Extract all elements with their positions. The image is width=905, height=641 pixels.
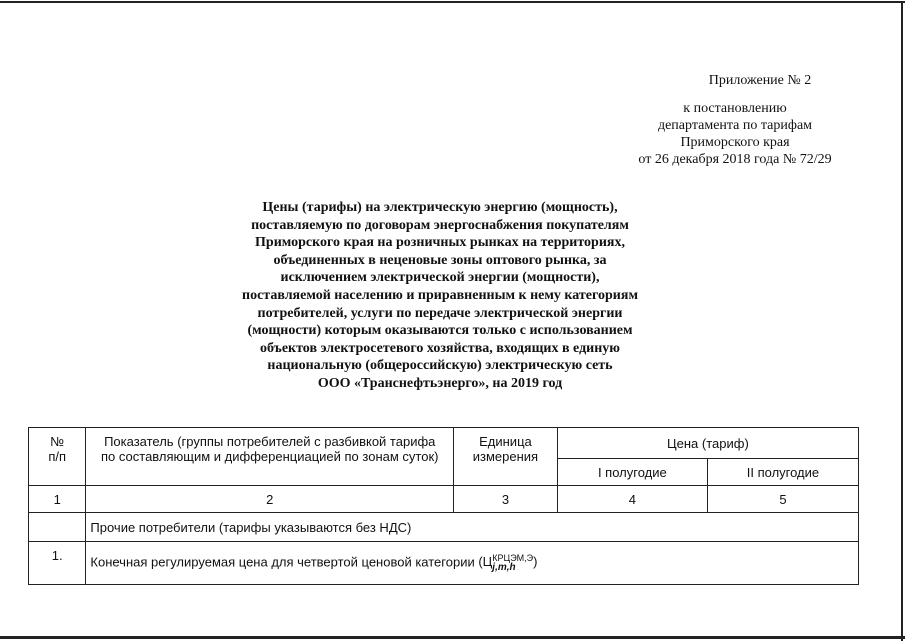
header-indicator: [86, 428, 454, 486]
title-line: поставляемой населению и приравненным к нему категориям: [242, 287, 638, 303]
index-cell: 3: [454, 486, 558, 513]
header-unit: [454, 428, 558, 486]
formula-open: (Ц: [478, 554, 493, 570]
table-index-row: [29, 486, 859, 513]
title-line: (мощности) которым оказываются только с использованием: [247, 323, 633, 339]
annex-line: от 26 декабря 2018 года № 72/29: [638, 152, 832, 167]
index-cell: 2: [86, 486, 454, 513]
annex-line: к постановлению: [683, 101, 787, 116]
header-unit-line1: Единица: [479, 434, 532, 449]
page-border-bottom: [0, 636, 905, 639]
header-indicator-line1: Показатель (группы потребителей с разбивкой тарифа: [104, 434, 436, 449]
header-half2: II полугодие: [707, 459, 858, 486]
title-line: поставляемую по договорам энергоснабжения покупателям: [251, 217, 629, 233]
page-border-right: [901, 1, 903, 641]
annex-title: Приложение № 2: [708, 73, 812, 88]
formula-subscript: j,m,h: [492, 562, 516, 573]
index-cell: 5: [707, 486, 858, 513]
section-label: Прочие потребители (тарифы указываются без НДС): [86, 513, 859, 542]
title-line: объектов электросетевого хозяйства, входящих в единую: [260, 340, 620, 356]
item-text-cell: [86, 542, 859, 585]
header-price: Цена (тариф): [557, 428, 858, 459]
title-line: ООО «Транснефтьэнерго», на 2019 год: [317, 375, 563, 391]
formula-close: ): [533, 554, 538, 570]
item-num: 1.: [29, 542, 86, 585]
table-section-row: [29, 513, 859, 542]
title-line: потребителей, услуги по передаче электрической энергии: [257, 305, 623, 321]
title-line: Цены (тарифы) на электрическую энергию (мощность),: [262, 200, 618, 215]
item-text: Конечная регулируемая цена для четвертой ценовой категории: [90, 554, 475, 570]
title-line: Приморского края на розничных рынках на территориях,: [255, 235, 625, 251]
index-cell: 1: [29, 486, 86, 513]
table-header-row: [29, 428, 859, 459]
header-num: [29, 428, 86, 486]
title-line: объединенных в неценовые зоны оптового рынка, за: [273, 252, 607, 268]
header-unit-line2: измерения: [472, 449, 539, 464]
table-row: [29, 542, 859, 585]
tariff-table: [28, 427, 859, 585]
index-cell: 4: [557, 486, 707, 513]
formula-indices: [492, 553, 533, 573]
annex-line: Приморского края: [680, 135, 790, 150]
document-title: [220, 199, 660, 393]
header-num-line2: п/п: [48, 449, 67, 464]
page-border-top: [0, 1, 905, 3]
annex-block: [600, 72, 870, 168]
header-half1: I полугодие: [557, 459, 707, 486]
section-num-cell: [29, 513, 86, 542]
header-indicator-line2: по составляющим и дифференциацией по зонам суток): [101, 449, 439, 464]
title-line: национальную (общероссийскую) электрическую сеть: [267, 358, 613, 374]
price-formula: [478, 553, 538, 573]
annex-line: департамента по тарифам: [657, 118, 813, 133]
header-num-line1: №: [50, 434, 65, 449]
formula-superscript: КРЦЭМ,Э: [492, 553, 534, 563]
title-line: исключением электрической энергии (мощности),: [280, 270, 600, 286]
